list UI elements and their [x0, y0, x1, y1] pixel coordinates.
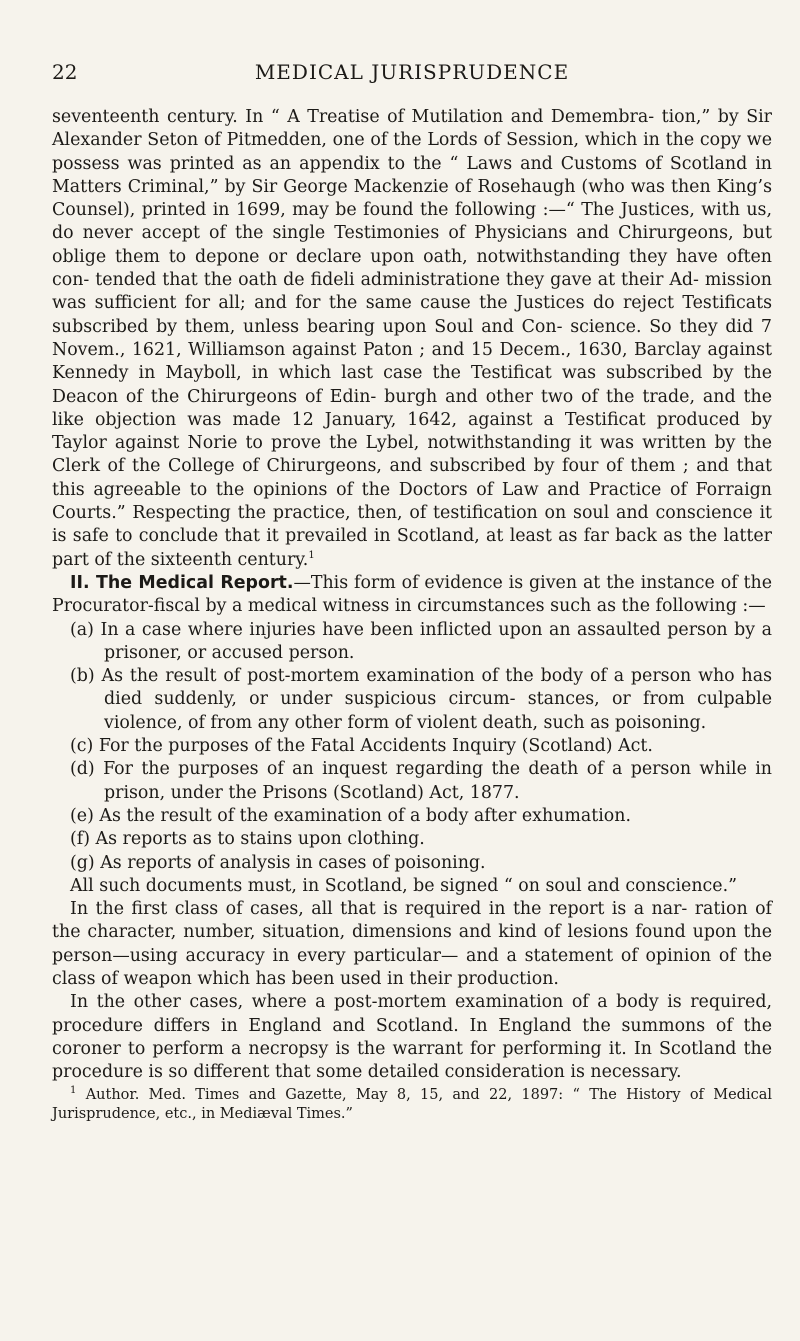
list-item-label: (g)	[70, 852, 95, 873]
page-number: 22	[52, 60, 78, 84]
list-item	[52, 665, 772, 735]
list-item-text: In a case where injuries have been inflicted upon an assaulted person by a prisoner, or accused person.	[100, 619, 772, 663]
list-item-text: As the result of post-mortem examination of the body of a person who has died suddenly, or under suspicious circum- stances, or from culpable violence, of from any other form of violent death, such as poisoning.	[101, 666, 772, 733]
list-item-text: For the purposes of an inquest regarding the death of a person while in prison, under the Prisons (Scotland) Act, 1877.	[103, 759, 772, 803]
section-intro: —This form of evidence is given at the instance of the Procurator-fiscal by a medical witness in circumstances such as the following :—	[52, 572, 773, 617]
paragraph-3: In the first class of cases, all that is required in the report is a nar- ration of the character, number, situation, dimensions and kind of lesions found upon the person—using accuracy in every particular— and a statement of opinion of the class of weapon which has been used in their production.	[52, 899, 772, 989]
paragraph-4: In the other cases, where a post-mortem examination of a body is required, procedure differs in England and Scotland. In England the summons of the coroner to perform a necropsy is the warrant for performing it. In Scotland the procedure is so different that some detailed consideration is necessary.	[52, 992, 772, 1083]
list-item-text: As reports of analysis in cases of poisoning.	[100, 852, 486, 873]
footnote-reference: 1	[308, 549, 315, 561]
running-title: MEDICAL JURISPRUDENCE	[254, 60, 570, 84]
list-item-label: (a)	[70, 619, 94, 640]
paragraph-continuation	[52, 106, 772, 572]
paragraph-2: All such documents must, in Scotland, be signed “ on soul and conscience.”	[70, 875, 737, 896]
list-item	[52, 805, 772, 828]
section-heading: II. The Medical Report.	[70, 572, 294, 593]
list-item	[52, 828, 772, 851]
list-item	[52, 852, 772, 875]
footnote-text-block	[52, 1086, 772, 1124]
body-text	[52, 106, 772, 1084]
list-item-label: (d)	[70, 759, 95, 780]
circumstances-list	[52, 619, 772, 875]
list-item-label: (e)	[70, 805, 94, 826]
footnote-text: Author. Med. Times and Gazette, May 8, 15, and 22, 1897: “ The History of Medical Jurisprudence, etc., in Mediæval Times.”	[52, 1087, 772, 1123]
page	[52, 60, 772, 1124]
page-header	[52, 60, 772, 88]
paragraph-1-text: seventeenth century. In “ A Treatise of Mutilation and Demembra- tion,” by Sir Alexander Seton of Pitmedden, one of the Lords of Session, which in the copy we possess was printed as an appendix to the “ Laws and Customs of Scotland in Matters Criminal,” by Sir George Mackenzie of Rosehaugh (who was then King’s Counsel), printed in 1699, may be found the following :—“ The Justices, with us, do never accept of the single Testimonies of Physicians and Chirurgeons, but oblige them to depone or declare upon oath, notwithstanding they have often con- tended that the oath de fideli administratione they gave at their Ad- mission was sufficient for all; and for the same cause the Justices do reject Testificats subscribed by them, unless bearing upon Soul and Con- science. So they did 7 Novem., 1621, Williamson against Paton ; and 15 Decem., 1630, Barclay against Kennedy in Mayboll, in which last case the Testificat was subscribed by the Deacon of the Chirurgeons of Edin- burgh and other two of the trade, and the like objection was made 12 January, 1642, against a Testificat produced by Taylor against Norie to prove the Lybel, notwithstanding it was written by the Clerk of the College of Chirurgeons, and subscribed by four of them ; and that this agreeable to the opinions of the Doctors of Law and Practice of Forraign Courts.” Respecting the practice, then, of testification on soul and conscience it is safe to conclude that it prevailed in Scotland, at least as far back as the latter part of the sixteenth century.	[52, 107, 772, 570]
list-item-text: For the purposes of the Fatal Accidents Inquiry (Scotland) Act.	[98, 736, 653, 757]
list-item	[52, 619, 772, 666]
list-item-label: (b)	[70, 666, 95, 687]
list-item-label: (c)	[70, 736, 94, 757]
list-item	[52, 758, 772, 805]
footnote	[52, 1086, 772, 1124]
list-item-text: As reports as to stains upon clothing.	[95, 829, 425, 850]
list-item-label: (f)	[70, 829, 91, 850]
section-paragraph	[52, 572, 772, 619]
footnote-marker: 1	[70, 1085, 77, 1097]
list-item-text: As the result of the examination of a body after exhumation.	[99, 805, 631, 826]
list-item	[52, 735, 772, 758]
